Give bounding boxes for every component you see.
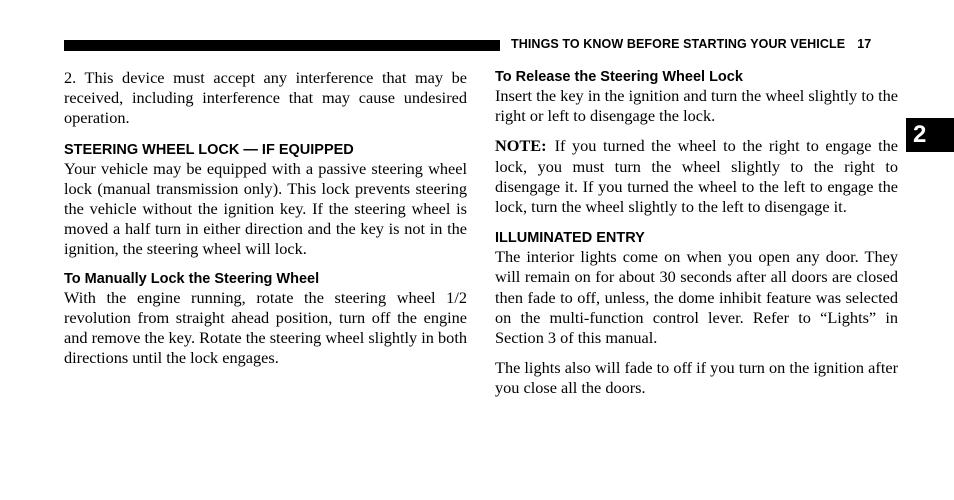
note-paragraph: [495, 136, 898, 217]
illuminated-entry-body: The interior lights come on when you open any door. They will remain on for about 30 seconds after all doors are closed then fade to off, unless, the dome inhibit feature was selected on the multi-function control lever. Refer to “Lights” in Section 3 of this manual.: [495, 247, 898, 348]
note-body: If you turned the wheel to the right to engage the lock, you must turn the wheel slightly to the right to disengage it. If you turned the wheel to the left to engage the lock, turn the wheel slightly to the left to disengage it.: [495, 136, 898, 217]
illuminated-entry-heading: ILLUMINATED ENTRY: [495, 230, 645, 247]
section-tab: 2: [906, 118, 954, 152]
intro-paragraph: 2. This device must accept any interference that may be received, including interference that may cause undesired operation.: [64, 68, 467, 128]
right-column: [495, 68, 898, 399]
release-lock-body: Insert the key in the ignition and turn the wheel slightly to the right or left to disengage the lock.: [495, 86, 898, 126]
note-label: NOTE:: [495, 136, 547, 156]
left-column: [64, 68, 467, 368]
steering-lock-body: Your vehicle may be equipped with a passive steering wheel lock (manual transmission only). This lock prevents steering the vehicle without the ignition key. If the steering wheel is moved a half turn in either direction and the key is not in the ignition, the steering wheel will lock.: [64, 158, 467, 259]
header-rule: [64, 40, 500, 51]
running-header: [511, 37, 871, 51]
header-title: THINGS TO KNOW BEFORE STARTING YOUR VEHICLE: [511, 37, 846, 51]
illuminated-entry-body-2: The lights also will fade to off if you turn on the ignition after you close all the doors.: [495, 358, 898, 398]
steering-lock-heading: STEERING WHEEL LOCK — IF EQUIPPED: [64, 141, 354, 158]
manual-lock-heading: To Manually Lock the Steering Wheel: [64, 270, 320, 287]
release-lock-heading: To Release the Steering Wheel Lock: [495, 69, 743, 85]
manual-lock-body: With the engine running, rotate the steering wheel 1/2 revolution from straight ahead position, turn off the engine and remove the key. Rotate the steering wheel slightly in both directions until the lock engages.: [64, 287, 467, 368]
page-number: 17: [857, 37, 872, 51]
